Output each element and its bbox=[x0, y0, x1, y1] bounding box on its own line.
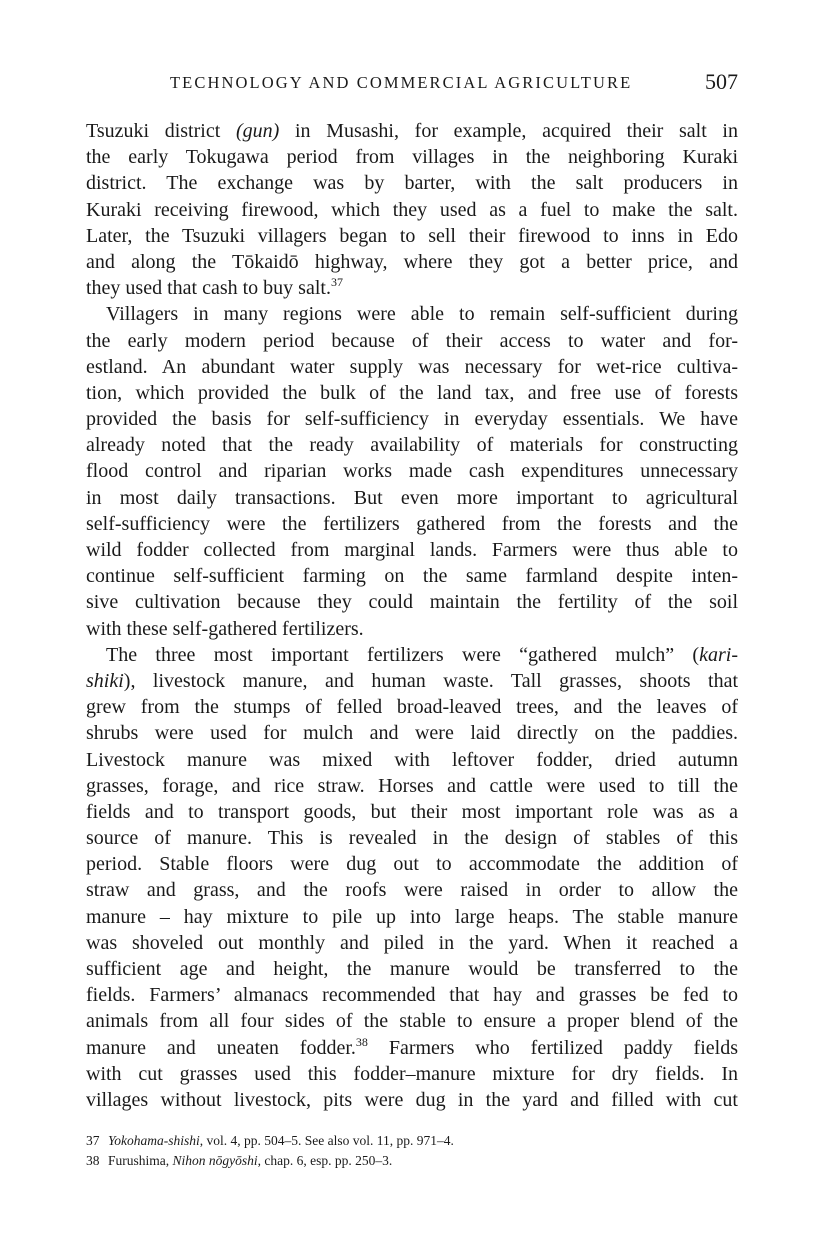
text-line: tion, which provided the bulk of the land tax, and free use of forests bbox=[86, 381, 738, 404]
text-line: grasses, forage, and rice straw. Horses and cattle were used to till the bbox=[86, 774, 738, 797]
text-line: already noted that the ready availability of materials for constructing bbox=[86, 434, 738, 457]
footnote-number: 38 bbox=[86, 1152, 100, 1168]
text-line: Villagers in many regions were able to remain self-sufficient during bbox=[106, 303, 738, 326]
footnotes bbox=[86, 1131, 738, 1170]
text-line: and along the Tōkaidō highway, where they got a better price, and bbox=[86, 250, 738, 273]
text-line: manure – hay mixture to pile up into large heaps. The stable manure bbox=[86, 905, 738, 928]
paragraph bbox=[86, 301, 738, 641]
text-line: straw and grass, and the roofs were raised in order to allow the bbox=[86, 879, 738, 902]
text-line: fields and to transport goods, but their most important role was as a bbox=[86, 800, 738, 823]
text-line: Kuraki receiving firewood, which they used as a fuel to make the salt. bbox=[86, 198, 738, 221]
text-line: provided the basis for self-sufficiency in everyday essentials. We have bbox=[86, 408, 738, 431]
footnote-37 bbox=[86, 1131, 738, 1151]
text-line: sufficient age and height, the manure would be transferred to the bbox=[86, 958, 738, 980]
text-line: source of manure. This is revealed in the design of stables of this bbox=[86, 827, 738, 850]
text-line: Tsuzuki district (gun) in Musashi, for example, acquired their salt in bbox=[86, 120, 738, 142]
text-line: period. Stable floors were dug out to accommodate the addition of bbox=[86, 853, 738, 876]
footnote-38 bbox=[86, 1151, 738, 1171]
text-line: villages without livestock, pits were dug in the yard and filled with cut bbox=[86, 1088, 738, 1111]
text-line: Later, the Tsuzuki villagers began to sell their firewood to inns in Edo bbox=[86, 224, 738, 247]
body-text bbox=[86, 118, 738, 1113]
text-line: the early modern period because of their access to water and for- bbox=[86, 329, 738, 352]
page-header bbox=[86, 69, 738, 101]
text-line: district. The exchange was by barter, with the salt producers in bbox=[86, 172, 738, 195]
text-line: estland. An abundant water supply was necessary for wet-rice cultiva- bbox=[86, 355, 738, 378]
footnote-number: 37 bbox=[86, 1133, 100, 1148]
text-line: shiki), livestock manure, and human waste. Tall grasses, shoots that bbox=[86, 669, 738, 692]
text-line: grew from the stumps of felled broad-leaved trees, and the leaves of bbox=[86, 696, 738, 719]
text-line: with these self-gathered fertilizers. bbox=[86, 617, 364, 640]
text-line: flood control and riparian works made cash expenditures unnecessary bbox=[86, 460, 738, 483]
running-head: TECHNOLOGY AND COMMERCIAL AGRICULTURE bbox=[170, 73, 633, 92]
text-line: they used that cash to buy salt.$^{37}$ bbox=[86, 275, 343, 300]
text-line: shrubs were used for mulch and were laid directly on the paddies. bbox=[86, 722, 738, 745]
text-line: self-sufficiency were the fertilizers gathered from the forests and the bbox=[86, 512, 738, 535]
text-line: continue self-sufficient farming on the same farmland despite inten- bbox=[86, 565, 738, 588]
footnote-text: Yokohama-shishi, vol. 4, pp. 504–5. See also vol. 11, pp. 971–4. bbox=[108, 1133, 454, 1148]
paragraph bbox=[86, 118, 738, 301]
text-line: the early Tokugawa period from villages in the neighboring Kuraki bbox=[86, 146, 738, 169]
text-line: in most daily transactions. But even more important to agricultural bbox=[86, 486, 738, 509]
text-line: was shoveled out monthly and piled in the yard. When it reached a bbox=[86, 931, 738, 954]
text-line: sive cultivation because they could maintain the fertility of the soil bbox=[86, 591, 738, 614]
text-line: Livestock manure was mixed with leftover fodder, dried autumn bbox=[86, 748, 738, 771]
text-line: with cut grasses used this fodder–manure mixture for dry fields. In bbox=[86, 1062, 738, 1085]
paragraph bbox=[86, 642, 738, 1113]
text-line: manure and uneaten fodder.$^{38}$ Farmers who fertilized paddy fields bbox=[86, 1034, 738, 1059]
text-line: fields. Farmers’ almanacs recommended that hay and grasses be fed to bbox=[86, 984, 738, 1007]
page-number: 507 bbox=[705, 69, 738, 94]
text-line: animals from all four sides of the stable to ensure a proper blend of the bbox=[86, 1010, 738, 1033]
text-line: wild fodder collected from marginal lands. Farmers were thus able to bbox=[86, 539, 738, 561]
text-line: The three most important fertilizers were “gathered mulch” (kari- bbox=[106, 643, 738, 666]
footnote-text: Furushima, Nihon nōgyōshi, chap. 6, esp. pp. 250–3. bbox=[108, 1152, 393, 1168]
